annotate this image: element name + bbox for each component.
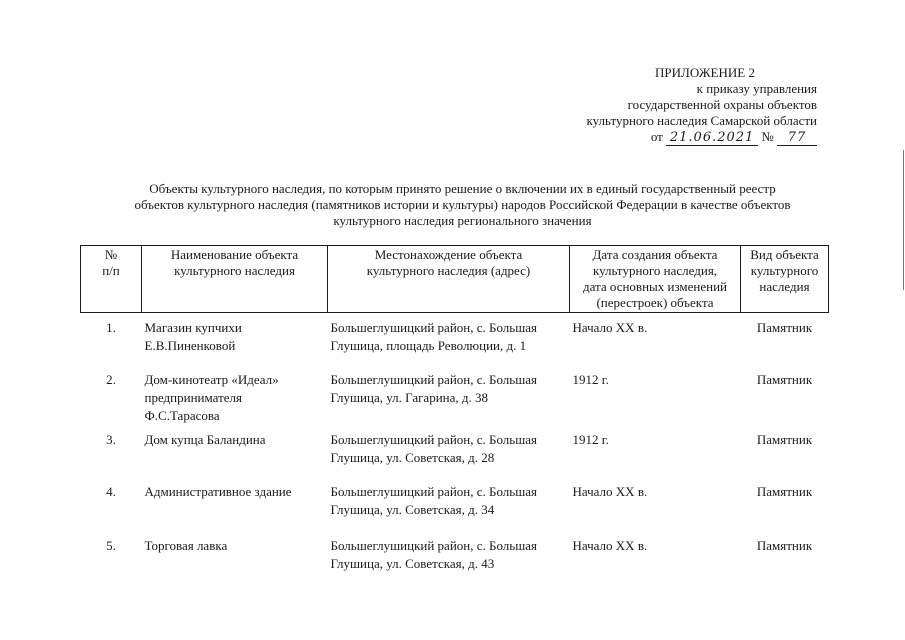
row-number: 5. bbox=[106, 537, 116, 553]
appendix-date-number-line bbox=[517, 129, 817, 146]
handwritten-number: 77 bbox=[777, 131, 817, 146]
from-label: от bbox=[650, 129, 663, 144]
row-name: Административное здание bbox=[144, 483, 292, 499]
header-date: Дата создания объекта культурного наследия, дата основных изменений (перестроек) объекта bbox=[570, 246, 741, 313]
row-number: 2. bbox=[106, 371, 116, 387]
title-line-1: Объекты культурного наследия, по которым принято решение о включении их в единый государственный реестр bbox=[149, 181, 776, 196]
row-address: Большеглушицкий район, с. Большая Глушица, ул. Советская, д. 28 bbox=[330, 431, 537, 465]
header-number: № п/п bbox=[81, 246, 142, 313]
row-kind: Памятник bbox=[756, 320, 813, 335]
row-kind: Памятник bbox=[756, 537, 813, 553]
row-address: Большеглушицкий район, с. Большая Глушица, ул. Советская, д. 43 bbox=[330, 537, 537, 571]
row-number: 3. bbox=[106, 431, 116, 447]
row-number: 4. bbox=[106, 483, 116, 499]
row-name: Торговая лавка bbox=[144, 537, 228, 553]
table-row bbox=[81, 313, 829, 365]
table-header-row bbox=[81, 246, 829, 313]
number-label: № bbox=[761, 129, 774, 144]
row-kind: Памятник bbox=[756, 371, 813, 387]
appendix-authority-line: государственной охраны объектов bbox=[627, 97, 817, 112]
header-kind: Вид объекта культурного наследия bbox=[741, 246, 829, 313]
row-date: 1912 г. bbox=[572, 371, 609, 387]
table-row bbox=[81, 531, 829, 583]
row-date: Начало XX в. bbox=[572, 483, 648, 499]
row-number: 1. bbox=[106, 320, 116, 335]
appendix-block bbox=[517, 65, 817, 146]
document-title bbox=[80, 181, 845, 229]
row-address: Большеглушицкий район, с. Большая Глушица, ул. Советская, д. 34 bbox=[330, 483, 537, 517]
scan-edge-line bbox=[903, 150, 904, 290]
header-address: Местонахождение объекта культурного наследия (адрес) bbox=[328, 246, 570, 313]
row-name: Магазин купчихи Е.В.Пиненковой bbox=[144, 320, 242, 353]
heritage-objects-table bbox=[80, 245, 829, 583]
row-date: Начало XX в. bbox=[572, 537, 648, 553]
row-date: Начало XX в. bbox=[572, 320, 648, 335]
row-name: Дом купца Баландина bbox=[144, 431, 266, 447]
table-row bbox=[81, 477, 829, 531]
table-row bbox=[81, 365, 829, 425]
title-line-3: культурного наследия регионального значения bbox=[333, 213, 592, 228]
row-name: Дом-кинотеатр «Идеал» предпринимателя Ф.С.Тарасова bbox=[144, 371, 279, 423]
handwritten-date: 21.06.2021 bbox=[666, 131, 758, 146]
row-kind: Памятник bbox=[756, 431, 813, 447]
row-address: Большеглушицкий район, с. Большая Глушица, ул. Гагарина, д. 38 bbox=[330, 371, 537, 405]
appendix-heading: ПРИЛОЖЕНИЕ 2 bbox=[655, 65, 755, 80]
appendix-order-line: к приказу управления bbox=[696, 81, 817, 96]
row-kind: Памятник bbox=[756, 483, 813, 499]
title-line-2: объектов культурного наследия (памятников истории и культуры) народов Российской Федерации в качестве объектов bbox=[134, 197, 791, 212]
row-date: 1912 г. bbox=[572, 431, 609, 447]
header-name: Наименование объекта культурного наследия bbox=[142, 246, 328, 313]
row-address: Большеглушицкий район, с. Большая Глушица, площадь Революции, д. 1 bbox=[330, 320, 537, 353]
appendix-region-line: культурного наследия Самарской области bbox=[586, 113, 817, 128]
table-row bbox=[81, 425, 829, 477]
